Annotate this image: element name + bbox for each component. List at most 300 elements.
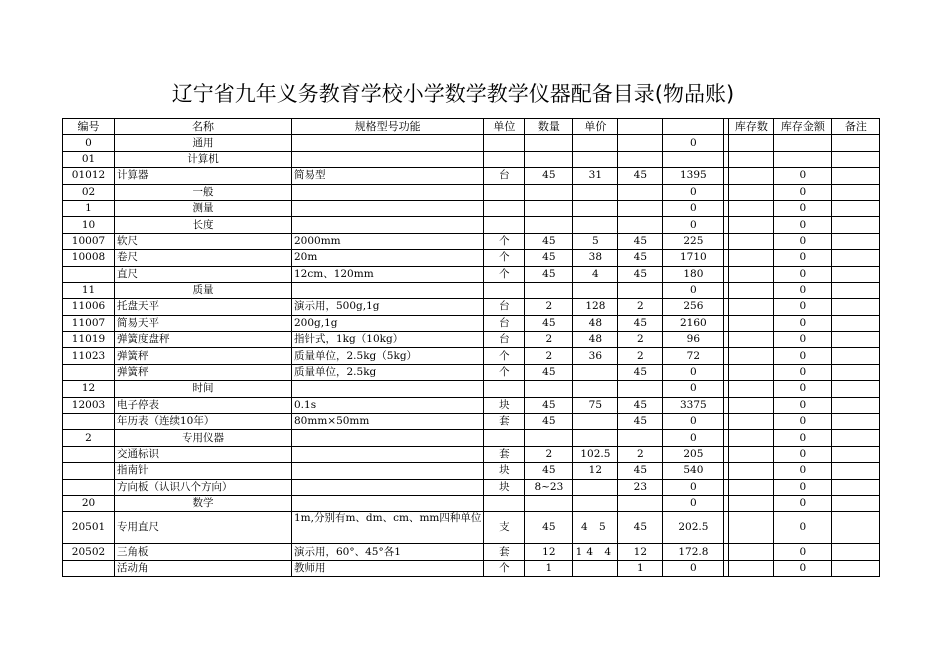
cell-amount: 0	[774, 250, 832, 266]
cell-code: 0	[63, 135, 115, 151]
cell-price	[573, 200, 618, 216]
cell-col8: 0	[663, 414, 724, 430]
cell-col8: 0	[663, 184, 724, 200]
cell-unit: 个	[484, 250, 525, 266]
cell-unit	[484, 381, 525, 397]
cell-qty: 45	[525, 168, 573, 184]
cell-code	[63, 364, 115, 380]
cell-amount	[774, 135, 832, 151]
header-stock: 库存数	[729, 119, 774, 135]
cell-name: 质量	[115, 282, 292, 298]
cell-spec: 200g,1g	[292, 315, 484, 331]
cell-unit	[484, 200, 525, 216]
cell-note	[832, 381, 880, 397]
document-title	[0, 78, 950, 108]
cell-note	[832, 233, 880, 249]
cell-code: 11007	[63, 315, 115, 331]
cell-unit: 套	[484, 446, 525, 462]
header-name: 名称	[115, 119, 292, 135]
cell-note	[832, 446, 880, 462]
table-row	[63, 348, 880, 364]
cell-qty: 8~23	[525, 479, 573, 495]
cell-col7	[618, 217, 663, 233]
cell-unit	[484, 184, 525, 200]
cell-stock	[729, 282, 774, 298]
cell-name: 年历表（连续10年）	[115, 414, 292, 430]
cell-note	[832, 315, 880, 331]
cell-name: 一般	[115, 184, 292, 200]
cell-note	[832, 463, 880, 479]
cell-spec: 简易型	[292, 168, 484, 184]
cell-col7	[618, 151, 663, 167]
cell-qty	[525, 184, 573, 200]
cell-col8: 0	[663, 495, 724, 511]
cell-qty	[525, 282, 573, 298]
cell-code: 02	[63, 184, 115, 200]
table-row	[63, 282, 880, 298]
cell-note	[832, 282, 880, 298]
cell-name: 长度	[115, 217, 292, 233]
cell-name: 弹簧秤	[115, 348, 292, 364]
cell-code: 11	[63, 282, 115, 298]
cell-col8: 0	[663, 381, 724, 397]
cell-col7	[618, 430, 663, 446]
cell-note	[832, 364, 880, 380]
cell-unit: 支	[484, 512, 525, 544]
cell-stock	[729, 544, 774, 560]
cell-col8: 2160	[663, 315, 724, 331]
cell-amount: 0	[774, 233, 832, 249]
cell-col8: 540	[663, 463, 724, 479]
cell-unit: 块	[484, 463, 525, 479]
cell-name: 专用仪器	[115, 430, 292, 446]
cell-stock	[729, 463, 774, 479]
cell-col8: 0	[663, 217, 724, 233]
cell-col8: 0	[663, 479, 724, 495]
cell-code: 12003	[63, 397, 115, 413]
cell-col7	[618, 200, 663, 216]
cell-stock	[729, 364, 774, 380]
cell-price: 38	[573, 250, 618, 266]
table-row	[63, 217, 880, 233]
cell-amount: 0	[774, 560, 832, 576]
cell-col7: 45	[618, 364, 663, 380]
cell-note	[832, 430, 880, 446]
cell-unit: 台	[484, 168, 525, 184]
cell-unit: 个	[484, 266, 525, 282]
cell-amount: 0	[774, 397, 832, 413]
cell-amount: 0	[774, 430, 832, 446]
cell-name: 专用直尺	[115, 512, 292, 544]
cell-qty: 1	[525, 560, 573, 576]
cell-price	[573, 364, 618, 380]
cell-code: 11006	[63, 299, 115, 315]
cell-unit: 台	[484, 315, 525, 331]
cell-col7: 45	[618, 463, 663, 479]
cell-code: 01012	[63, 168, 115, 184]
cell-stock	[729, 381, 774, 397]
cell-col7: 1	[618, 560, 663, 576]
cell-col8: 0	[663, 430, 724, 446]
cell-note	[832, 348, 880, 364]
cell-spec	[292, 446, 484, 462]
cell-col8: 0	[663, 200, 724, 216]
cell-price: 48	[573, 332, 618, 348]
cell-qty: 45	[525, 463, 573, 479]
cell-stock	[729, 200, 774, 216]
cell-price: 48	[573, 315, 618, 331]
header-blank-1	[618, 119, 663, 135]
cell-qty: 45	[525, 233, 573, 249]
cell-price	[573, 381, 618, 397]
cell-col7: 23	[618, 479, 663, 495]
cell-note	[832, 250, 880, 266]
cell-code	[63, 560, 115, 576]
cell-amount: 0	[774, 495, 832, 511]
cell-stock	[729, 315, 774, 331]
cell-stock	[729, 512, 774, 544]
cell-name: 简易天平	[115, 315, 292, 331]
cell-col8: 205	[663, 446, 724, 462]
cell-code	[63, 266, 115, 282]
cell-col7: 45	[618, 250, 663, 266]
cell-code: 11019	[63, 332, 115, 348]
cell-unit: 台	[484, 332, 525, 348]
table-row	[63, 184, 880, 200]
cell-unit	[484, 495, 525, 511]
cell-stock	[729, 266, 774, 282]
cell-col8: 3375	[663, 397, 724, 413]
cell-stock	[729, 135, 774, 151]
cell-col7: 2	[618, 299, 663, 315]
cell-stock	[729, 250, 774, 266]
cell-amount: 0	[774, 414, 832, 430]
cell-price: 4 5	[573, 512, 618, 544]
cell-name: 交通标识	[115, 446, 292, 462]
cell-name: 活动角	[115, 560, 292, 576]
cell-code: 20501	[63, 512, 115, 544]
cell-col8: 1710	[663, 250, 724, 266]
table-row	[63, 479, 880, 495]
cell-stock	[729, 495, 774, 511]
cell-note	[832, 479, 880, 495]
cell-qty	[525, 430, 573, 446]
cell-qty: 45	[525, 266, 573, 282]
cell-name: 直尺	[115, 266, 292, 282]
cell-name: 指南针	[115, 463, 292, 479]
table-row	[63, 397, 880, 413]
header-unit: 单位	[484, 119, 525, 135]
cell-code: 10	[63, 217, 115, 233]
cell-qty: 45	[525, 315, 573, 331]
table-row	[63, 266, 880, 282]
cell-note	[832, 168, 880, 184]
cell-unit	[484, 217, 525, 233]
cell-spec: 指针式，1kg（10kg）	[292, 332, 484, 348]
cell-code: 10007	[63, 233, 115, 249]
table-row	[63, 151, 880, 167]
cell-col8: 96	[663, 332, 724, 348]
cell-price: 12	[573, 463, 618, 479]
cell-price: 4	[573, 266, 618, 282]
cell-code	[63, 414, 115, 430]
cell-qty	[525, 495, 573, 511]
cell-code: 01	[63, 151, 115, 167]
cell-stock	[729, 397, 774, 413]
cell-col7	[618, 184, 663, 200]
table-row	[63, 200, 880, 216]
cell-code	[63, 463, 115, 479]
cell-name: 通用	[115, 135, 292, 151]
cell-price	[573, 135, 618, 151]
header-blank-2	[663, 119, 724, 135]
cell-note	[832, 414, 880, 430]
cell-price	[573, 495, 618, 511]
cell-note	[832, 397, 880, 413]
cell-amount: 0	[774, 332, 832, 348]
cell-price	[573, 560, 618, 576]
cell-spec: 质量单位，2.5kg（5kg）	[292, 348, 484, 364]
table-row	[63, 168, 880, 184]
cell-unit: 套	[484, 544, 525, 560]
cell-name: 托盘天平	[115, 299, 292, 315]
cell-amount: 0	[774, 315, 832, 331]
cell-spec: 演示用，60°、45°各1	[292, 544, 484, 560]
cell-stock	[729, 233, 774, 249]
cell-stock	[729, 332, 774, 348]
cell-price	[573, 151, 618, 167]
cell-code: 10008	[63, 250, 115, 266]
table-header-row	[63, 119, 880, 135]
header-code: 编号	[63, 119, 115, 135]
cell-stock	[729, 430, 774, 446]
cell-note	[832, 299, 880, 315]
table-row	[63, 463, 880, 479]
cell-spec	[292, 135, 484, 151]
cell-qty: 12	[525, 544, 573, 560]
cell-qty	[525, 135, 573, 151]
cell-note	[832, 217, 880, 233]
header-price: 单价	[573, 119, 618, 135]
cell-name: 时间	[115, 381, 292, 397]
cell-spec: 80mm×50mm	[292, 414, 484, 430]
cell-qty: 2	[525, 332, 573, 348]
cell-spec	[292, 151, 484, 167]
cell-spec	[292, 200, 484, 216]
cell-unit: 块	[484, 397, 525, 413]
cell-spec: 演示用，500g,1g	[292, 299, 484, 315]
cell-price: 31	[573, 168, 618, 184]
cell-unit: 个	[484, 364, 525, 380]
cell-note	[832, 512, 880, 544]
cell-code	[63, 446, 115, 462]
cell-amount: 0	[774, 184, 832, 200]
cell-col8: 180	[663, 266, 724, 282]
cell-unit: 台	[484, 299, 525, 315]
table-row	[63, 446, 880, 462]
cell-col7: 45	[618, 233, 663, 249]
cell-col8	[663, 151, 724, 167]
cell-stock	[729, 479, 774, 495]
cell-unit: 个	[484, 348, 525, 364]
cell-col7: 45	[618, 414, 663, 430]
cell-col7: 2	[618, 332, 663, 348]
cell-price: 75	[573, 397, 618, 413]
cell-unit: 套	[484, 414, 525, 430]
cell-col8: 0	[663, 364, 724, 380]
cell-amount: 0	[774, 200, 832, 216]
table-row	[63, 430, 880, 446]
cell-spec: 12cm、120mm	[292, 266, 484, 282]
cell-amount	[774, 151, 832, 167]
cell-stock	[729, 414, 774, 430]
cell-stock	[729, 168, 774, 184]
cell-col7: 45	[618, 512, 663, 544]
cell-name: 方向板（认识八个方向）	[115, 479, 292, 495]
cell-unit: 个	[484, 560, 525, 576]
cell-price	[573, 414, 618, 430]
cell-amount: 0	[774, 463, 832, 479]
cell-col8: 172.8	[663, 544, 724, 560]
cell-amount: 0	[774, 381, 832, 397]
cell-code: 20	[63, 495, 115, 511]
cell-stock	[729, 184, 774, 200]
cell-amount: 0	[774, 266, 832, 282]
inventory-table	[62, 118, 880, 577]
cell-note	[832, 266, 880, 282]
cell-col7: 45	[618, 397, 663, 413]
header-amount: 库存金额	[774, 119, 832, 135]
cell-name: 计算器	[115, 168, 292, 184]
cell-name: 计算机	[115, 151, 292, 167]
cell-col8: 225	[663, 233, 724, 249]
cell-price	[573, 282, 618, 298]
cell-code: 20502	[63, 544, 115, 560]
cell-amount: 0	[774, 446, 832, 462]
cell-spec	[292, 479, 484, 495]
header-qty: 数量	[525, 119, 573, 135]
cell-spec	[292, 381, 484, 397]
table-row	[63, 233, 880, 249]
cell-amount: 0	[774, 299, 832, 315]
cell-qty	[525, 151, 573, 167]
cell-unit	[484, 135, 525, 151]
cell-spec	[292, 495, 484, 511]
table-row	[63, 135, 880, 151]
table-row	[63, 381, 880, 397]
cell-qty	[525, 200, 573, 216]
cell-col8: 0	[663, 282, 724, 298]
cell-price	[573, 184, 618, 200]
cell-amount: 0	[774, 282, 832, 298]
cell-col7: 2	[618, 348, 663, 364]
cell-amount: 0	[774, 364, 832, 380]
cell-name: 软尺	[115, 233, 292, 249]
cell-price	[573, 479, 618, 495]
cell-spec: 20m	[292, 250, 484, 266]
cell-spec: 教师用	[292, 560, 484, 576]
cell-price: 36	[573, 348, 618, 364]
cell-qty: 2	[525, 348, 573, 364]
cell-spec: 质量单位，2.5kg	[292, 364, 484, 380]
cell-col8: 0	[663, 135, 724, 151]
cell-stock	[729, 299, 774, 315]
cell-qty: 45	[525, 397, 573, 413]
cell-price: 5	[573, 233, 618, 249]
cell-unit	[484, 430, 525, 446]
cell-qty: 45	[525, 364, 573, 380]
cell-unit	[484, 282, 525, 298]
cell-name: 三角板	[115, 544, 292, 560]
table-row	[63, 364, 880, 380]
cell-amount: 0	[774, 512, 832, 544]
cell-amount: 0	[774, 168, 832, 184]
cell-col7	[618, 135, 663, 151]
cell-col7: 2	[618, 446, 663, 462]
cell-col7	[618, 282, 663, 298]
cell-price: 14 4	[573, 544, 618, 560]
table-row	[63, 299, 880, 315]
table-row	[63, 250, 880, 266]
cell-price	[573, 217, 618, 233]
cell-col8: 256	[663, 299, 724, 315]
cell-amount: 0	[774, 217, 832, 233]
cell-col8: 72	[663, 348, 724, 364]
table-row	[63, 560, 880, 576]
cell-spec	[292, 282, 484, 298]
cell-col7	[618, 495, 663, 511]
cell-name: 弹簧秤	[115, 364, 292, 380]
cell-code: 2	[63, 430, 115, 446]
cell-qty: 2	[525, 446, 573, 462]
table-row	[63, 512, 880, 544]
cell-amount: 0	[774, 479, 832, 495]
cell-stock	[729, 217, 774, 233]
table-row	[63, 544, 880, 560]
cell-note	[832, 135, 880, 151]
table-row	[63, 495, 880, 511]
cell-stock	[729, 348, 774, 364]
cell-code: 12	[63, 381, 115, 397]
cell-name: 数学	[115, 495, 292, 511]
cell-col8: 202.5	[663, 512, 724, 544]
cell-spec	[292, 184, 484, 200]
cell-spec: 1m,分别有m、dm、cm、mm四种单位	[292, 512, 484, 544]
cell-col8: 0	[663, 560, 724, 576]
cell-note	[832, 151, 880, 167]
cell-spec: 0.1s	[292, 397, 484, 413]
cell-note	[832, 560, 880, 576]
cell-col7	[618, 381, 663, 397]
table-row	[63, 332, 880, 348]
table-body	[63, 135, 880, 577]
cell-col7: 45	[618, 168, 663, 184]
cell-note	[832, 332, 880, 348]
cell-amount: 0	[774, 544, 832, 560]
cell-qty: 45	[525, 512, 573, 544]
cell-code: 1	[63, 200, 115, 216]
cell-col7: 45	[618, 315, 663, 331]
cell-col8: 1395	[663, 168, 724, 184]
cell-name: 测量	[115, 200, 292, 216]
cell-code: 11023	[63, 348, 115, 364]
cell-spec	[292, 430, 484, 446]
cell-note	[832, 200, 880, 216]
cell-price: 128	[573, 299, 618, 315]
header-spec: 规格型号功能	[292, 119, 484, 135]
cell-stock	[729, 560, 774, 576]
cell-note	[832, 184, 880, 200]
